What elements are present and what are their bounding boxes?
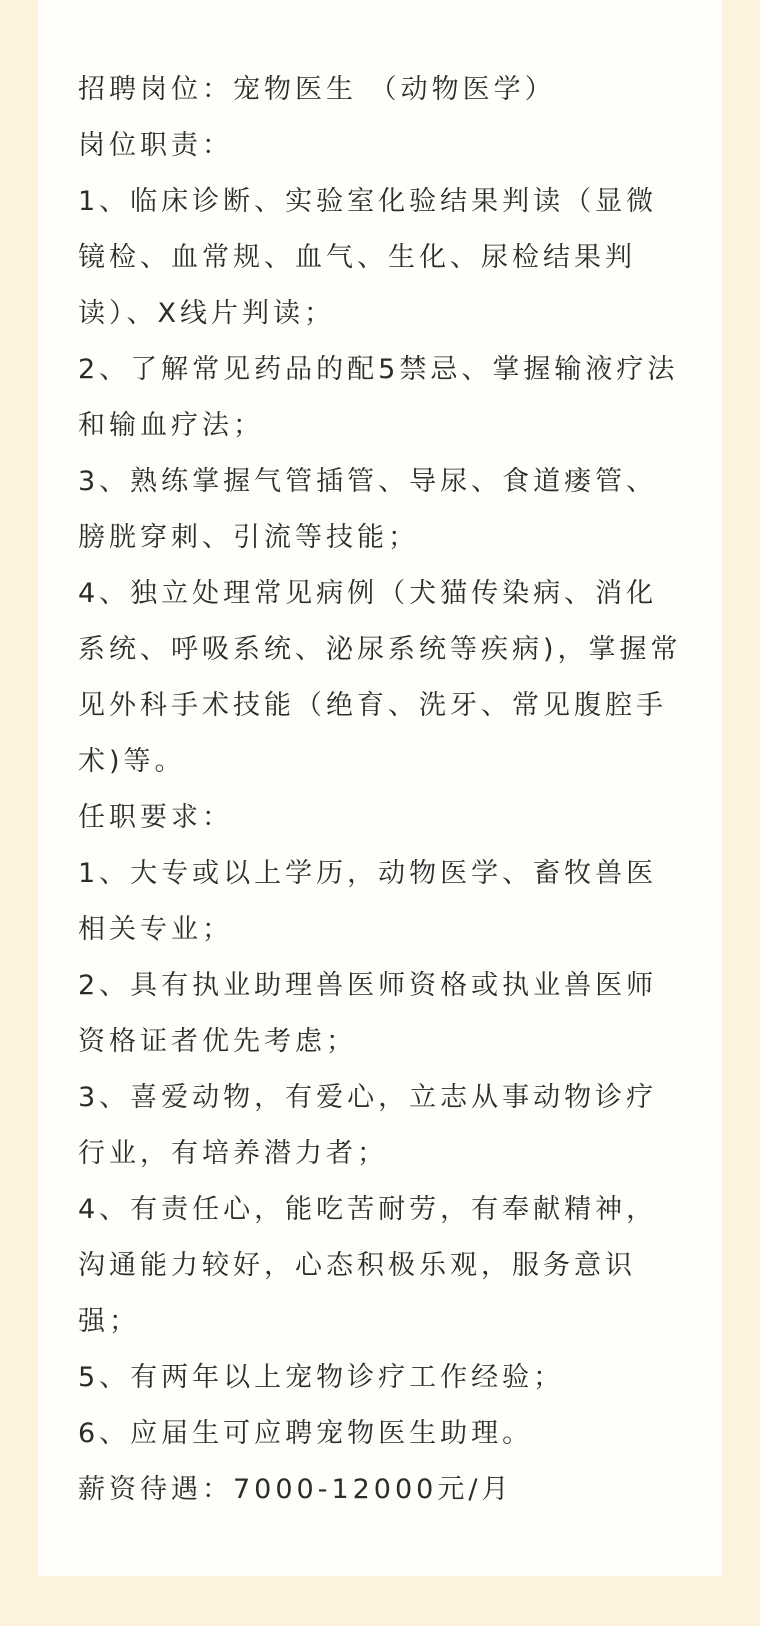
requirement-item-4: 4、有责任心，能吃苦耐劳，有奉献精神，沟通能力较好，心态积极乐观，服务意识强； [78, 1194, 658, 1337]
requirement-item-1: 1、大专或以上学历，动物医学、畜牧兽医相关专业； [78, 858, 658, 945]
position-title: 招聘岗位：宠物医生 （动物医学） [78, 74, 556, 105]
requirement-item-6: 6、应届生可应聘宠物医生助理。 [78, 1418, 534, 1449]
duty-item-4: 4、独立处理常见病例（犬猫传染病、消化系统、呼吸系统、泌尿系统等疾病)，掌握常见外科手术技能（绝育、洗牙、常见腹腔手 术)等。 [78, 578, 682, 777]
job-posting-content [78, 62, 688, 1518]
requirement-item-2: 2、具有执业助理兽医师资格或执业兽医师资格证者优先考虑； [78, 970, 658, 1057]
requirements-heading: 任职要求： [78, 802, 233, 833]
duty-item-1: 1、临床诊断、实验室化验结果判读（显微镜检、血常规、血气、生化、尿检结果判读）、X线片判读； [78, 186, 658, 329]
duty-item-2: 2、了解常见药品的配5禁忌、掌握输液疗法和输血疗法； [78, 354, 679, 441]
duties-heading: 岗位职责： [78, 130, 233, 161]
salary-line: 薪资待遇：7000-12000元/月 [78, 1474, 513, 1505]
requirement-item-3: 3、喜爱动物，有爱心，立志从事动物诊疗行业，有培养潜力者； [78, 1082, 658, 1169]
requirement-item-5: 5、有两年以上宠物诊疗工作经验； [78, 1362, 565, 1393]
job-posting-card [38, 0, 722, 1576]
duty-item-3: 3、熟练掌握气管插管、导尿、食道瘘管、膀胱穿刺、引流等技能； [78, 466, 658, 553]
